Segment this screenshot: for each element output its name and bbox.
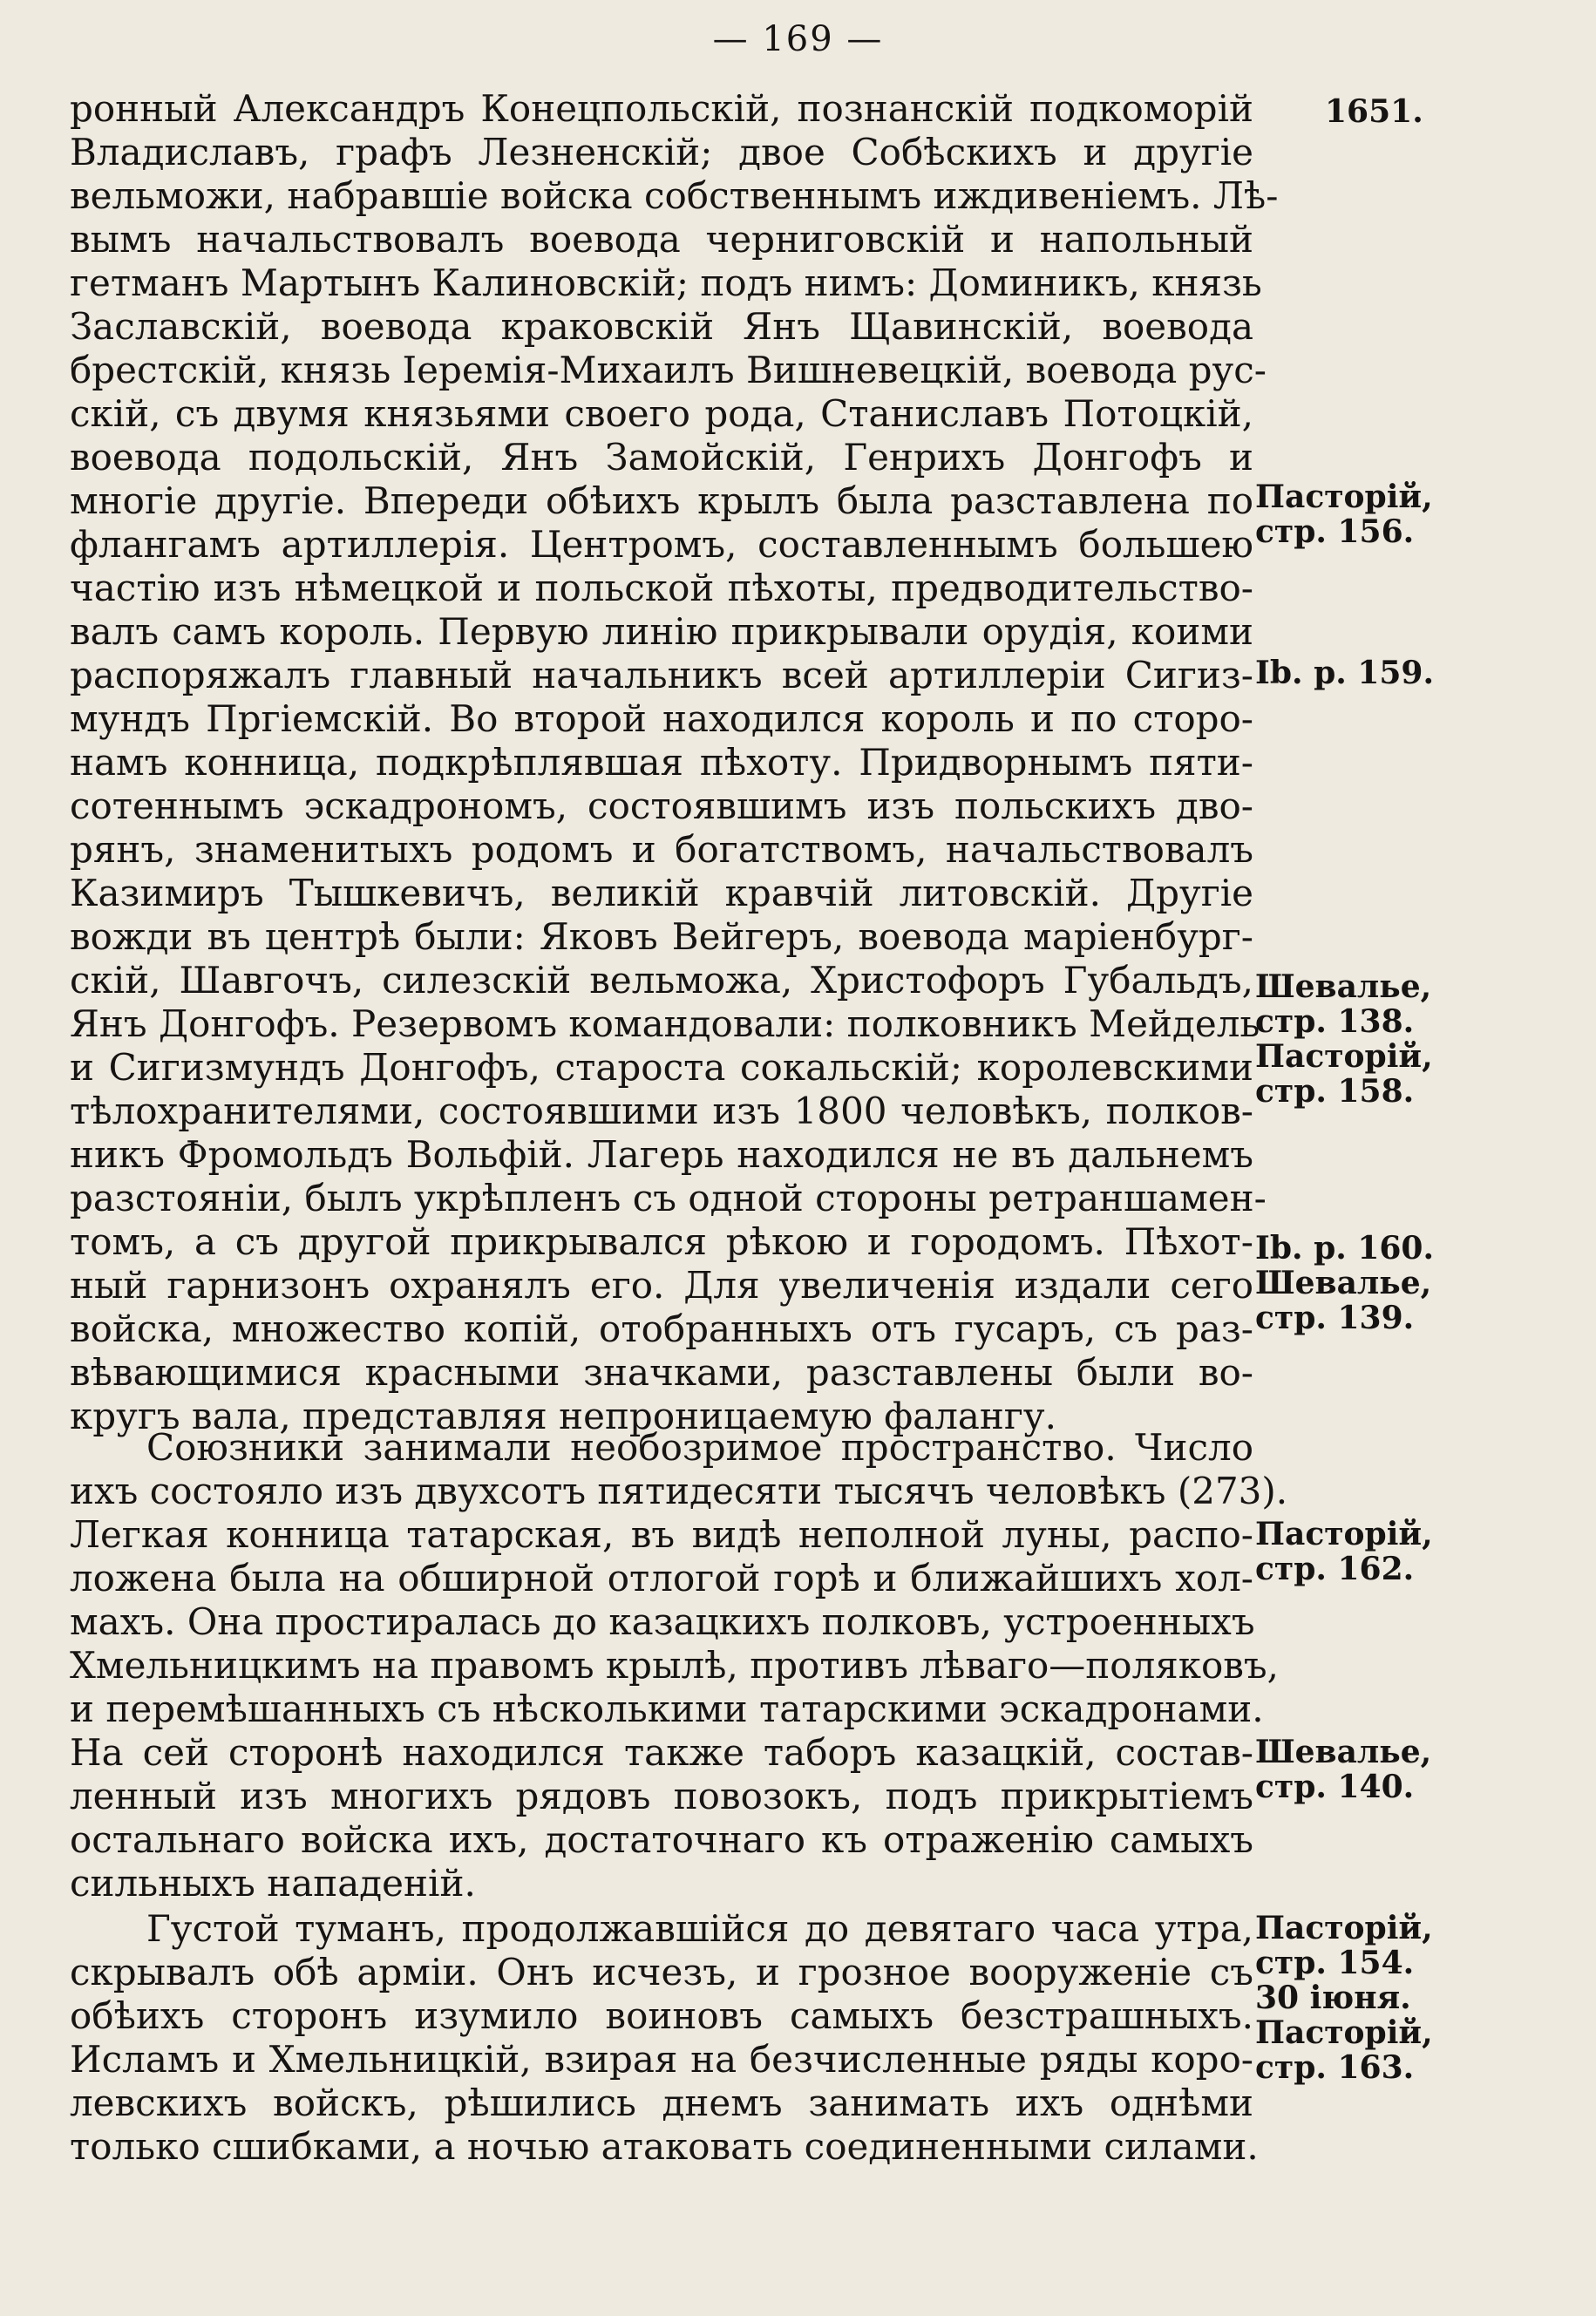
text-line: ихъ состояло изъ двухсотъ пятидесяти тысячъ человѣкъ (273).	[70, 1470, 1288, 1512]
margin-note-year: 1651.	[1325, 93, 1423, 130]
text-line: валъ самъ король. Первую линію прикрывали орудія, коими	[70, 610, 1253, 653]
text-line: брестскій, князь Іеремія-Михаилъ Вишневецкій, воевода рус-	[70, 349, 1267, 391]
text-line: скрывалъ обѣ арміи. Онъ исчезъ, и грозное вооруженіе съ	[70, 1951, 1253, 1993]
text-line: мундъ Пргіемскій. Во второй находился король и по сторо-	[70, 697, 1253, 740]
text-line: левскихъ войскъ, рѣшились днемъ занимать ихъ однѣми	[70, 2082, 1253, 2124]
text-line: только сшибками, а ночью атаковать соединенными силами.	[70, 2125, 1259, 2168]
text-line: гетманъ Мартынъ Калиновскій; подъ нимъ: Доминикъ, князь	[70, 261, 1262, 304]
margin-note: стр. 138.	[1255, 1003, 1415, 1040]
text-line: частію изъ нѣмецкой и польской пѣхоты, предводительство-	[70, 567, 1253, 609]
text-line: ронный Александръ Конецпольскій, познанскій подкоморій	[70, 87, 1253, 130]
text-line: скій, Шавгочъ, силезскій вельможа, Христофоръ Губальдъ,	[70, 959, 1253, 1002]
text-line: войска, множество копій, отобранныхъ отъ гусаръ, съ раз-	[70, 1307, 1253, 1350]
text-line: и Сигизмундъ Донгофъ, староста сокальскій; королевскими	[70, 1046, 1253, 1089]
text-line: флангамъ артиллерія. Центромъ, составленнымъ большею	[70, 523, 1253, 566]
text-line: намъ конница, подкрѣплявшая пѣхоту. Придворнымъ пяти-	[70, 741, 1253, 784]
text-line: ный гарнизонъ охранялъ его. Для увеличенія издали сего	[70, 1264, 1253, 1307]
text-line: вѣвающимися красными значками, разставлены были во-	[70, 1351, 1253, 1394]
text-line: Владиславъ, графъ Лезненскій; двое Собѣскихъ и другіе	[70, 131, 1253, 173]
text-line: Казимиръ Тышкевичъ, великій кравчій литовскій. Другіе	[70, 872, 1253, 914]
margin-note: Ib. p. 160.	[1255, 1230, 1434, 1267]
text-line: обѣихъ сторонъ изумило воиновъ самыхъ безстрашныхъ.	[70, 1994, 1253, 2037]
text-line: остальнаго войска ихъ, достаточнаго къ отраженію самыхъ	[70, 1818, 1253, 1861]
text-line: Союзники занимали необозримое пространство. Число	[146, 1426, 1253, 1469]
text-line: многіе другіе. Впереди обѣихъ крылъ была разставлена по	[70, 479, 1253, 522]
text-line: вожди въ центрѣ были: Яковъ Вейгеръ, воевода маріенбург-	[70, 915, 1253, 958]
text-line: воевода подольскій, Янъ Замойскій, Генрихъ Донгофъ и	[70, 436, 1253, 479]
margin-note: 30 іюня.	[1255, 1980, 1411, 2016]
text-line-last: сильныхъ нападеній.	[70, 1862, 476, 1905]
margin-note: Пасторій,	[1255, 1516, 1433, 1552]
text-line: вельможи, набравшіе войска собственнымъ иждивеніемъ. Лѣ-	[70, 174, 1279, 217]
text-line: Янъ Донгофъ. Резервомъ командовали: полковникъ Мейдель	[70, 1002, 1260, 1045]
text-line: разстояніи, былъ укрѣпленъ съ одной стороны ретраншамен-	[70, 1177, 1267, 1219]
text-line: На сей сторонѣ находился также таборъ казацкій, состав-	[70, 1731, 1253, 1774]
margin-note: стр. 162.	[1255, 1551, 1415, 1587]
text-line: сотеннымъ эскадрономъ, состоявшимъ изъ польскихъ дво-	[70, 784, 1253, 827]
margin-note: стр. 158.	[1255, 1073, 1415, 1110]
text-line: распоряжалъ главный начальникъ всей артиллеріи Сигиз-	[70, 654, 1253, 696]
text-line: и перемѣшанныхъ съ нѣсколькими татарскими эскадронами.	[70, 1688, 1264, 1730]
text-line: ложена была на обширной отлогой горѣ и ближайшихъ хол-	[70, 1557, 1253, 1599]
margin-note: Шевалье,	[1255, 1265, 1432, 1301]
text-line: Легкая конница татарская, въ видѣ неполной луны, распо-	[70, 1513, 1253, 1556]
margin-note: Шевалье,	[1255, 968, 1432, 1005]
margin-note: стр. 156.	[1255, 513, 1415, 550]
margin-note: стр. 154.	[1255, 1945, 1415, 1981]
text-line: никъ Фромольдъ Вольфій. Лагерь находился не въ дальнемъ	[70, 1133, 1253, 1176]
margin-note: Пасторій,	[1255, 1038, 1433, 1075]
margin-note: Ib. p. 159.	[1255, 655, 1434, 691]
margin-note: Пасторій,	[1255, 1910, 1433, 1946]
text-line: скій, съ двумя князьями своего рода, Станиславъ Потоцкій,	[70, 392, 1253, 435]
page-number: — 169 —	[712, 19, 884, 59]
text-line: ленный изъ многихъ рядовъ повозокъ, подъ прикрытіемъ	[70, 1775, 1253, 1817]
text-line-last: кругъ вала, представляя непроницаемую фалангу.	[70, 1395, 1056, 1437]
text-line: Исламъ и Хмельницкій, взирая на безчисленные ряды коро-	[70, 2038, 1253, 2081]
margin-note: стр. 163.	[1255, 2049, 1415, 2086]
text-line: томъ, а съ другой прикрывался рѣкою и городомъ. Пѣхот-	[70, 1220, 1253, 1263]
margin-note: Пасторій,	[1255, 2014, 1433, 2051]
text-line: Хмельницкимъ на правомъ крылѣ, противъ лѣваго—поляковъ,	[70, 1644, 1280, 1687]
margin-note: Пасторій,	[1255, 479, 1433, 515]
margin-note: Шевалье,	[1255, 1734, 1432, 1770]
text-line: рянъ, знаменитыхъ родомъ и богатствомъ, начальствовалъ	[70, 828, 1253, 871]
text-line: махъ. Она простиралась до казацкихъ полковъ, устроенныхъ	[70, 1600, 1255, 1643]
text-line: тѣлохранителями, состоявшими изъ 1800 человѣкъ, полков-	[70, 1090, 1253, 1132]
text-line: Густой туманъ, продолжавшійся до девятаго часа утра,	[146, 1907, 1253, 1950]
text-line: вымъ начальствовалъ воевода черниговскій и напольный	[70, 218, 1253, 261]
margin-note: стр. 140.	[1255, 1769, 1415, 1805]
text-line: Заславскій, воевода краковскій Янъ Щавинскій, воевода	[70, 305, 1253, 348]
margin-note: стр. 139.	[1255, 1300, 1415, 1336]
